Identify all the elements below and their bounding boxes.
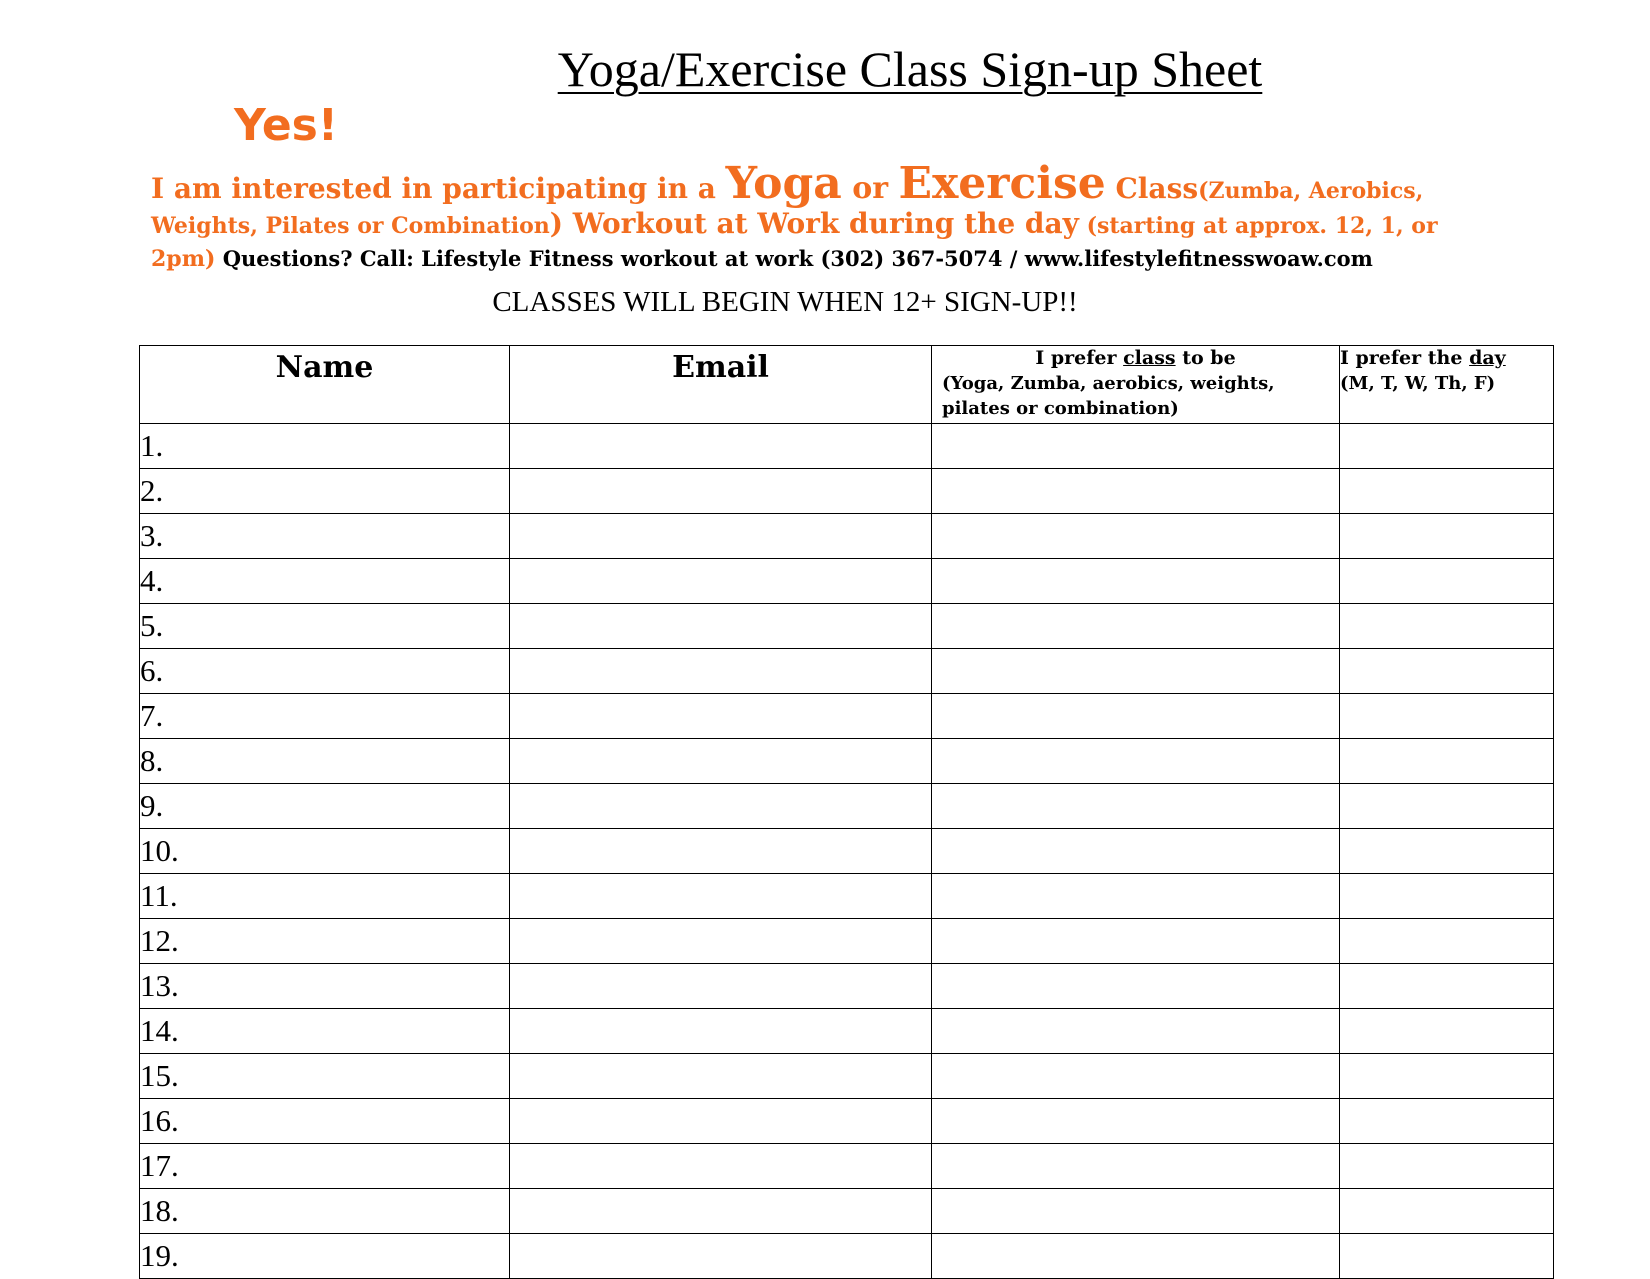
day-preference-cell[interactable]: [1340, 559, 1554, 604]
email-cell[interactable]: [510, 829, 932, 874]
table-row: [140, 514, 1554, 559]
email-cell[interactable]: [510, 469, 932, 514]
name-cell[interactable]: 16.: [140, 1099, 510, 1144]
email-cell[interactable]: [510, 424, 932, 469]
class-preference-cell[interactable]: [932, 1144, 1340, 1189]
day-preference-cell[interactable]: [1340, 1144, 1554, 1189]
name-cell[interactable]: 14.: [140, 1009, 510, 1054]
page-title: Yoga/Exercise Class Sign-up Sheet: [557, 41, 1263, 97]
class-types-cont: Weights, Pilates or Combination: [151, 213, 550, 239]
table-row: [140, 469, 1554, 514]
table-row: [140, 874, 1554, 919]
class-preference-cell[interactable]: [932, 514, 1340, 559]
class-preference-cell[interactable]: [932, 964, 1340, 1009]
day-preference-cell[interactable]: [1340, 424, 1554, 469]
day-preference-cell[interactable]: [1340, 1054, 1554, 1099]
or-word: or: [841, 171, 899, 206]
start-notice: CLASSES WILL BEGIN WHEN 12+ SIGN-UP!!: [492, 286, 1078, 318]
class-preference-cell[interactable]: [932, 559, 1340, 604]
email-cell[interactable]: [510, 1189, 932, 1234]
name-cell[interactable]: 18.: [140, 1189, 510, 1234]
email-cell[interactable]: [510, 919, 932, 964]
name-cell[interactable]: 4.: [140, 559, 510, 604]
name-cell[interactable]: 13.: [140, 964, 510, 1009]
table-row: [140, 649, 1554, 694]
class-preference-cell[interactable]: [932, 829, 1340, 874]
table-row: [140, 1009, 1554, 1054]
table-row: [140, 1099, 1554, 1144]
email-cell[interactable]: [510, 694, 932, 739]
interest-line-2: [151, 204, 1541, 244]
table-row: [140, 424, 1554, 469]
email-cell[interactable]: [510, 1234, 932, 1279]
day-preference-cell[interactable]: [1340, 469, 1554, 514]
name-cell[interactable]: 3.: [140, 514, 510, 559]
class-preference-cell[interactable]: [932, 874, 1340, 919]
name-cell[interactable]: 10.: [140, 829, 510, 874]
day-preference-cell[interactable]: [1340, 514, 1554, 559]
email-cell[interactable]: [510, 1099, 932, 1144]
email-cell[interactable]: [510, 1009, 932, 1054]
name-cell[interactable]: 9.: [140, 784, 510, 829]
table-row: [140, 559, 1554, 604]
name-cell[interactable]: 15.: [140, 1054, 510, 1099]
table-row: [140, 604, 1554, 649]
table-row: [140, 694, 1554, 739]
email-cell[interactable]: [510, 604, 932, 649]
day-preference-cell[interactable]: [1340, 739, 1554, 784]
email-cell[interactable]: [510, 649, 932, 694]
start-times-cont: 2pm): [151, 246, 216, 272]
table-row: [140, 829, 1554, 874]
email-cell[interactable]: [510, 514, 932, 559]
class-types: (Zumba, Aerobics,: [1198, 178, 1424, 204]
day-preference-cell[interactable]: [1340, 919, 1554, 964]
day-preference-cell[interactable]: [1340, 649, 1554, 694]
class-preference-cell[interactable]: [932, 919, 1340, 964]
table-row: [140, 1234, 1554, 1279]
interest-statement: [151, 156, 1541, 274]
email-cell[interactable]: [510, 559, 932, 604]
day-preference-cell[interactable]: [1340, 1234, 1554, 1279]
yes-heading: Yes!: [234, 100, 338, 151]
table-row: [140, 784, 1554, 829]
name-cell[interactable]: 1.: [140, 424, 510, 469]
contact-info: Questions? Call: Lifestyle Fitness workout at work (302) 367-5074 / www.lifestylefitnesswoaw.com: [215, 246, 1373, 271]
name-column-header: Name: [140, 346, 510, 424]
class-preference-cell[interactable]: [932, 469, 1340, 514]
day-preference-cell[interactable]: [1340, 964, 1554, 1009]
class-preference-cell[interactable]: [932, 649, 1340, 694]
day-preference-cell[interactable]: [1340, 604, 1554, 649]
name-cell[interactable]: 7.: [140, 694, 510, 739]
class-preference-cell[interactable]: [932, 694, 1340, 739]
day-preference-header: I prefer the day (M, T, W, Th, F): [1340, 346, 1554, 424]
email-cell[interactable]: [510, 1054, 932, 1099]
table-row: [140, 1144, 1554, 1189]
name-cell[interactable]: 5.: [140, 604, 510, 649]
interest-line-1: [151, 156, 1541, 209]
interest-line-3: [151, 244, 1541, 274]
name-cell[interactable]: 2.: [140, 469, 510, 514]
day-preference-cell[interactable]: [1340, 1009, 1554, 1054]
day-preference-cell[interactable]: [1340, 784, 1554, 829]
email-cell[interactable]: [510, 739, 932, 784]
class-preference-header: I prefer class to be (Yoga, Zumba, aerobics, weights, pilates or combination): [932, 346, 1340, 424]
workout-at-work: ) Workout at Work during the day: [549, 207, 1079, 240]
table-row: [140, 919, 1554, 964]
name-cell[interactable]: 11.: [140, 874, 510, 919]
table-row: [140, 1054, 1554, 1099]
name-cell[interactable]: 8.: [140, 739, 510, 784]
day-preference-cell[interactable]: [1340, 829, 1554, 874]
email-cell[interactable]: [510, 784, 932, 829]
class-preference-cell[interactable]: [932, 1009, 1340, 1054]
class-preference-cell[interactable]: [932, 604, 1340, 649]
class-preference-cell[interactable]: [932, 1189, 1340, 1234]
day-preference-cell[interactable]: [1340, 694, 1554, 739]
email-cell[interactable]: [510, 1144, 932, 1189]
signup-table: [139, 345, 1554, 1279]
email-cell[interactable]: [510, 874, 932, 919]
class-preference-cell[interactable]: [932, 784, 1340, 829]
table-row: [140, 739, 1554, 784]
day-preference-cell[interactable]: [1340, 1099, 1554, 1144]
table-row: [140, 1189, 1554, 1234]
email-cell[interactable]: [510, 964, 932, 1009]
exercise-word: Exercise: [898, 158, 1106, 209]
class-preference-cell[interactable]: [932, 424, 1340, 469]
class-preference-cell[interactable]: [932, 1054, 1340, 1099]
name-cell[interactable]: 17.: [140, 1144, 510, 1189]
table-row: [140, 964, 1554, 1009]
start-times: (starting at approx. 12, 1, or: [1078, 213, 1438, 239]
email-column-header: Email: [510, 346, 932, 424]
yoga-word: Yoga: [725, 158, 842, 209]
day-preference-cell[interactable]: [1340, 874, 1554, 919]
class-preference-cell[interactable]: [932, 1234, 1340, 1279]
name-cell[interactable]: 12.: [140, 919, 510, 964]
class-preference-cell[interactable]: [932, 1099, 1340, 1144]
name-cell[interactable]: 19.: [140, 1234, 510, 1279]
day-preference-cell[interactable]: [1340, 1189, 1554, 1234]
class-preference-cell[interactable]: [932, 739, 1340, 784]
table-header-row: [140, 346, 1554, 424]
interest-text: I am interested in participating in a: [151, 172, 726, 205]
class-word: Class: [1105, 172, 1199, 205]
name-cell[interactable]: 6.: [140, 649, 510, 694]
